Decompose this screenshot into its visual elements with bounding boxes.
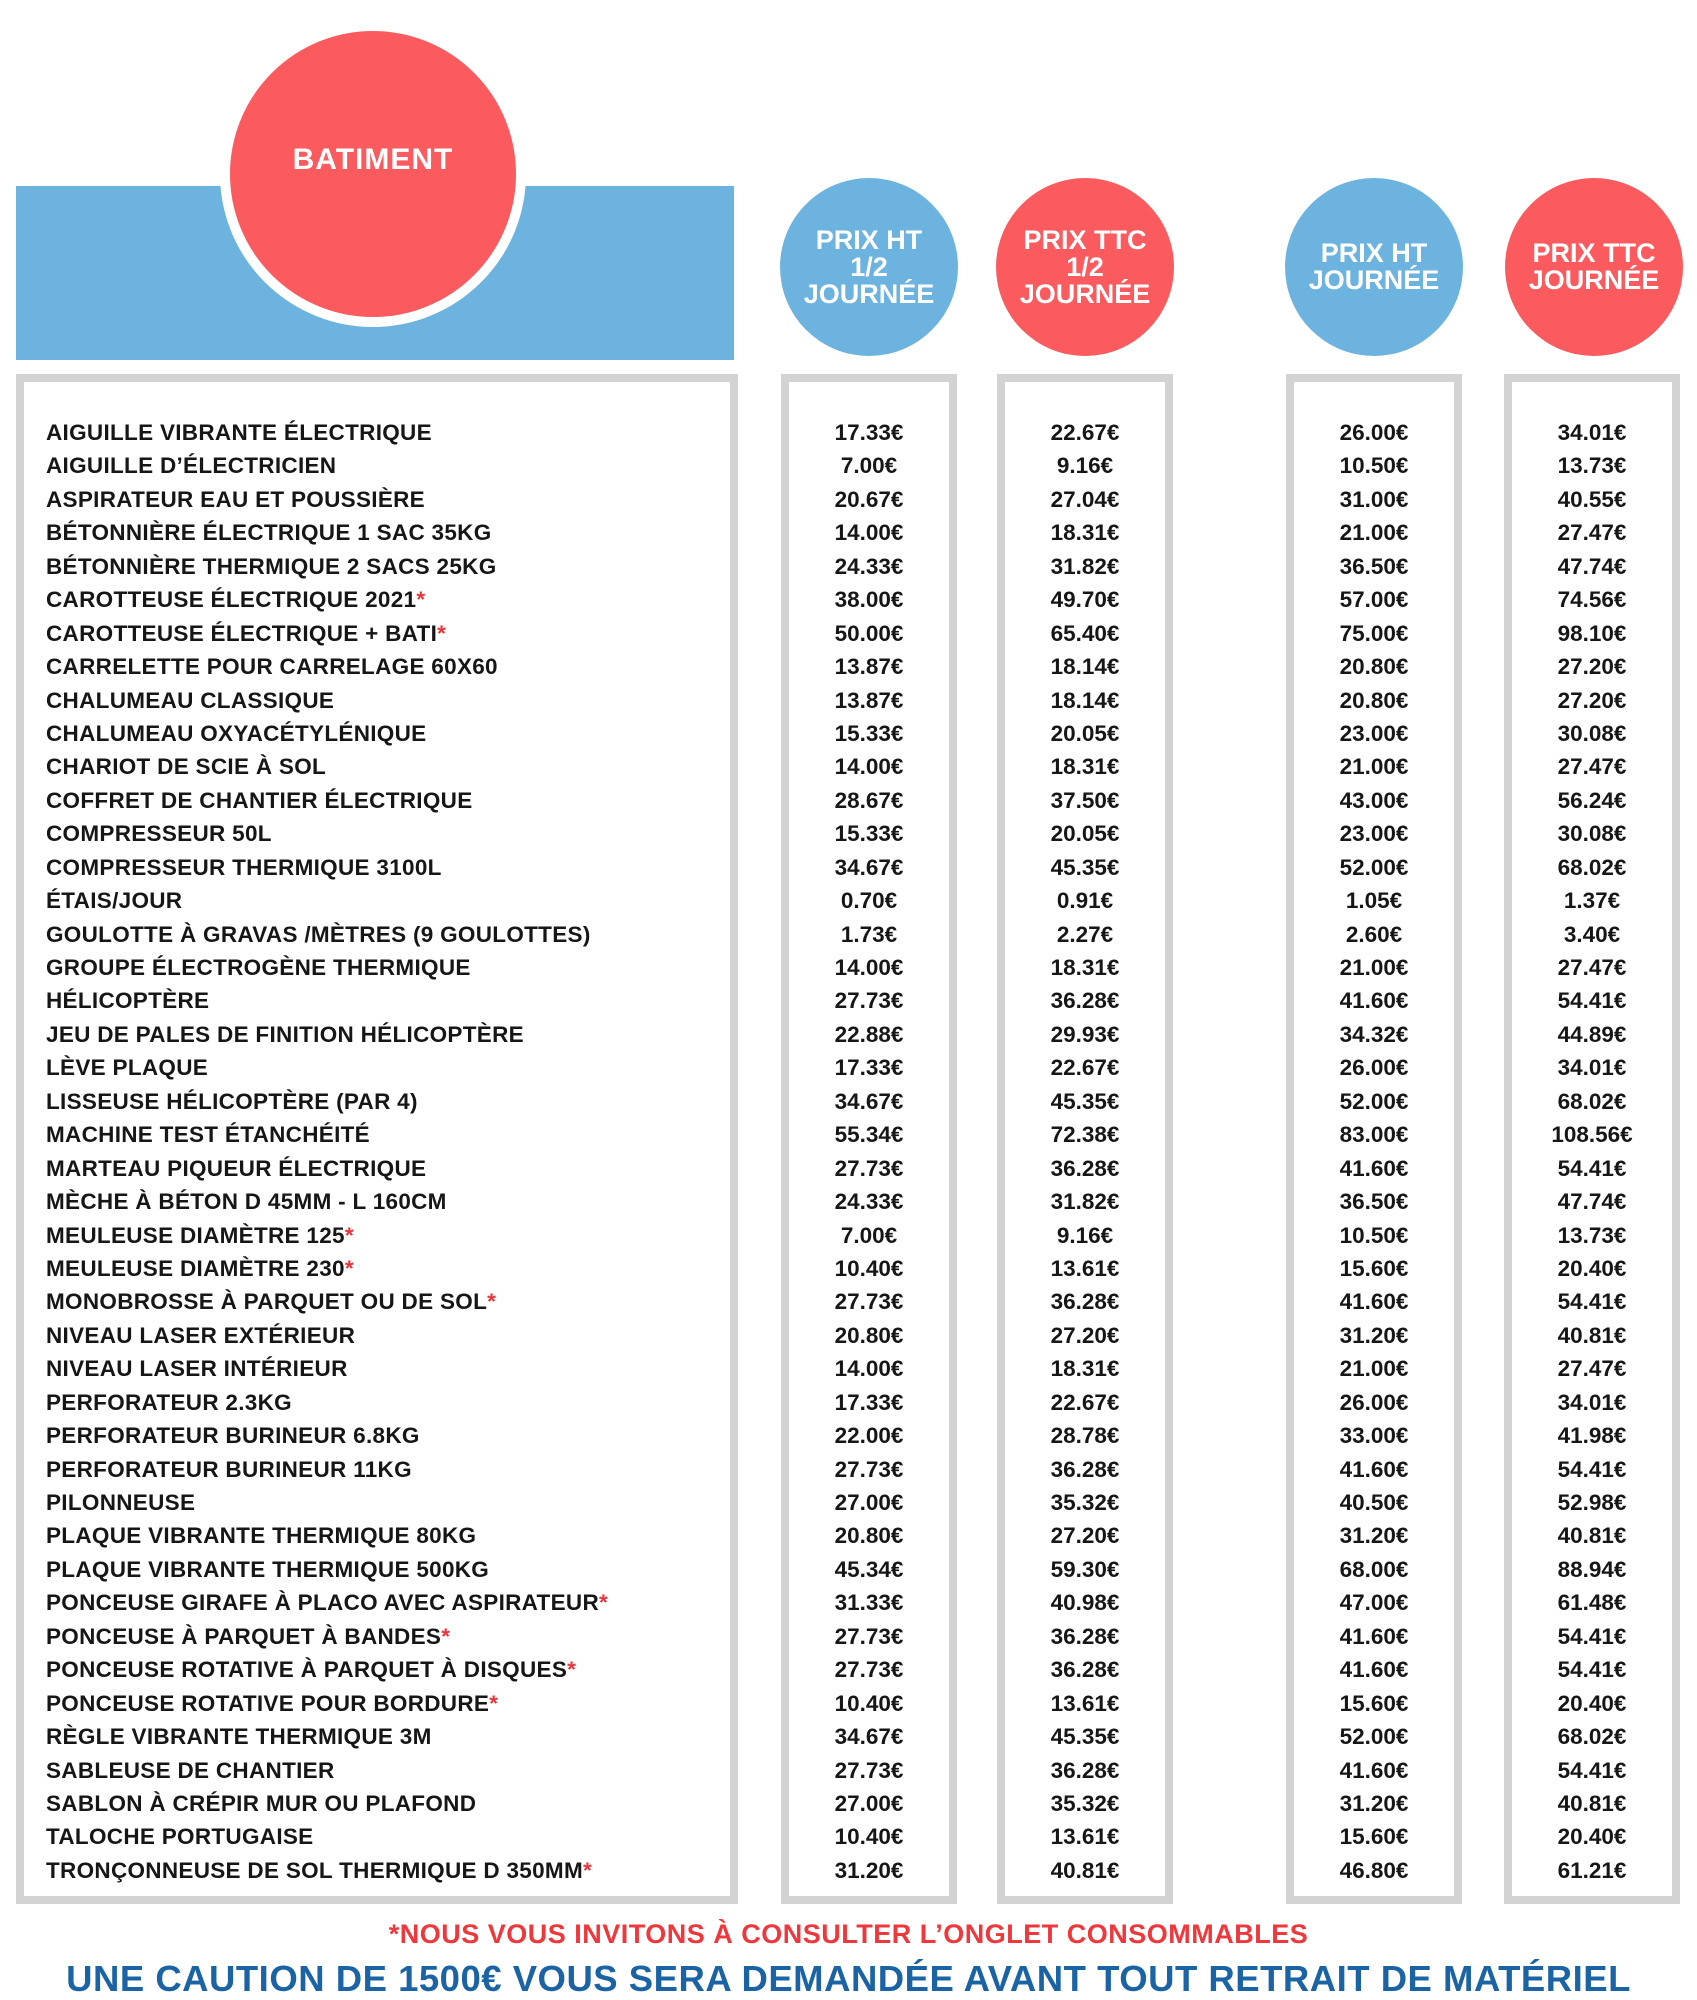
price-cell: 41.60€ [1339,1757,1409,1783]
price-cell: 28.78€ [1050,1423,1120,1449]
price-cell: 40.50€ [1339,1490,1409,1515]
price-cell: 34.67€ [834,1724,904,1750]
price-cell: 38.00€ [834,587,904,613]
equipment-name: MEULEUSE DIAMÈTRE 125 [46,1222,345,1248]
equipment-name: PONCEUSE À PARQUET À BANDES [46,1623,442,1649]
price-cell: 31.82€ [1050,1189,1120,1215]
price-cell: 14.00€ [834,754,904,780]
price-cell: 31.20€ [834,1857,904,1883]
equipment-name: COMPRESSEUR THERMIQUE 3100L [46,854,442,880]
price-cell: 26.00€ [1339,1055,1409,1081]
equipment-row [24,784,730,817]
equipment-row [24,1419,730,1452]
price-cell: 18.31€ [1050,520,1120,546]
price-cell: 31.33€ [834,1590,904,1616]
price-cell: 57.00€ [1339,587,1409,613]
equipment-row [24,516,730,549]
price-cell: 27.73€ [834,1623,904,1649]
price-cell: 40.81€ [1557,1322,1627,1348]
equipment-row [24,1820,730,1853]
price-cell: 41.60€ [1339,1623,1409,1649]
price-list [789,416,949,1887]
price-cell: 56.24€ [1557,787,1627,813]
price-cell: 41.60€ [1339,1289,1409,1315]
equipment-row [24,617,730,650]
price-cell: 10.50€ [1339,1222,1409,1248]
equipment-row [24,449,730,482]
equipment-name: MEULEUSE DIAMÈTRE 230 [46,1255,345,1281]
price-column-ttc-demi-journee [997,374,1173,1904]
equipment-row [24,1386,730,1419]
price-cell: 68.02€ [1557,1088,1627,1114]
price-cell: 23.00€ [1339,720,1409,746]
equipment-row [24,1486,730,1519]
price-cell: 34.01€ [1557,1389,1627,1415]
price-cell: 72.38€ [1050,1122,1120,1148]
price-cell: 45.34€ [834,1556,904,1582]
header-prix-ht-demi-journee [780,178,958,356]
price-cell: 20.05€ [1050,821,1120,847]
equipment-name: JEU DE PALES DE FINITION HÉLICOPTÈRE [46,1021,524,1047]
price-cell: 55.34€ [834,1122,904,1148]
price-cell: 26.00€ [1339,420,1409,445]
price-cell: 13.73€ [1557,1222,1627,1248]
equipment-row [24,650,730,683]
equipment-row [24,684,730,717]
consumables-asterisk: * [416,587,426,613]
price-cell: 54.41€ [1557,1623,1627,1649]
equipment-row [24,1687,730,1720]
consumables-asterisk: * [567,1657,577,1683]
price-cell: 49.70€ [1050,587,1120,613]
price-cell: 7.00€ [840,1222,898,1248]
price-cell: 9.16€ [1056,1222,1114,1248]
price-cell: 9.16€ [1056,453,1114,479]
equipment-name: CAROTTEUSE ÉLECTRIQUE 2021 [46,587,417,613]
price-cell: 61.48€ [1557,1590,1627,1616]
price-cell: 45.35€ [1050,1088,1120,1114]
price-cell: 18.31€ [1050,955,1120,980]
equipment-name: CHARIOT DE SCIE À SOL [46,754,327,780]
price-cell: 2.60€ [1345,921,1403,947]
equipment-name: MONOBROSSE À PARQUET OU DE SOL [46,1289,488,1315]
equipment-name: PONCEUSE ROTATIVE À PARQUET À DISQUES [46,1657,568,1683]
price-cell: 33.00€ [1339,1423,1409,1449]
price-cell: 65.40€ [1050,620,1120,646]
price-cell: 35.32€ [1050,1790,1120,1816]
price-cell: 36.50€ [1339,553,1409,579]
equipment-name: GROUPE ÉLECTROGÈNE THERMIQUE [46,955,471,980]
equipment-name: NIVEAU LASER INTÉRIEUR [46,1356,348,1382]
category-badge [220,21,526,327]
consumables-footnote: *NOUS VOUS INVITONS À CONSULTER L’ONGLET CONSOMMABLES [388,1919,1309,1949]
price-cell: 2.27€ [1056,921,1114,947]
equipment-row [24,951,730,984]
price-cell: 13.61€ [1050,1690,1120,1716]
equipment-name: PLAQUE VIBRANTE THERMIQUE 80KG [46,1523,477,1549]
price-cell: 36.28€ [1050,1623,1120,1649]
price-cell: 20.80€ [834,1322,904,1348]
equipment-row [24,1285,730,1318]
price-cell: 46.80€ [1339,1857,1409,1883]
price-list [1294,416,1454,1887]
equipment-row [24,918,730,951]
price-cell: 7.00€ [840,453,898,479]
equipment-name: TALOCHE PORTUGAISE [46,1824,314,1850]
price-cell: 10.40€ [834,1255,904,1281]
price-cell: 27.47€ [1557,520,1627,546]
price-cell: 34.67€ [834,854,904,880]
price-cell: 22.67€ [1050,1055,1120,1081]
consumables-asterisk: * [344,1222,354,1248]
header-prix-ttc-journee [1505,178,1683,356]
equipment-name: AIGUILLE VIBRANTE ÉLECTRIQUE [46,420,432,445]
price-cell: 45.35€ [1050,854,1120,880]
consumables-asterisk: * [437,620,447,646]
equipment-name: PERFORATEUR BURINEUR 11KG [46,1456,412,1482]
equipment-row [24,1519,730,1552]
price-cell: 14.00€ [834,520,904,546]
price-cell: 20.80€ [834,1523,904,1549]
price-cell: 52.98€ [1557,1490,1627,1515]
price-cell: 30.08€ [1557,821,1627,847]
price-cell: 34.67€ [834,1088,904,1114]
price-cell: 41.98€ [1557,1423,1627,1449]
equipment-name: BÉTONNIÈRE THERMIQUE 2 SACS 25KG [46,553,497,579]
equipment-row [24,1152,730,1185]
price-column-ht-journee [1286,374,1462,1904]
price-cell: 37.50€ [1050,787,1120,813]
price-cell: 34.32€ [1339,1021,1409,1047]
price-cell: 36.28€ [1050,1289,1120,1315]
price-cell: 1.73€ [840,921,898,947]
price-cell: 10.50€ [1339,453,1409,479]
equipment-name: LISSEUSE HÉLICOPTÈRE (PAR 4) [46,1088,418,1114]
price-cell: 14.00€ [834,955,904,980]
price-cell: 108.56€ [1551,1122,1633,1148]
equipment-row [24,1051,730,1084]
price-cell: 54.41€ [1557,1155,1627,1181]
equipment-name: SABLEUSE DE CHANTIER [46,1757,335,1783]
header-label: PRIX HT JOURNÉE [1308,238,1440,295]
price-cell: 41.60€ [1339,1155,1409,1181]
price-cell: 41.60€ [1339,1657,1409,1683]
equipment-row [24,984,730,1017]
equipment-name: PONCEUSE GIRAFE À PLACO AVEC ASPIRATEUR [46,1590,599,1616]
price-cell: 18.31€ [1050,754,1120,780]
price-cell: 50.00€ [834,620,904,646]
equipment-row [24,583,730,616]
equipment-name: CHALUMEAU CLASSIQUE [46,687,335,713]
price-cell: 15.60€ [1339,1255,1409,1281]
price-cell: 3.40€ [1563,921,1621,947]
price-cell: 27.73€ [834,1657,904,1683]
price-cell: 20.40€ [1557,1690,1627,1716]
price-cell: 52.00€ [1339,1724,1409,1750]
price-cell: 59.30€ [1050,1556,1120,1582]
equipment-row [24,1352,730,1385]
price-cell: 20.05€ [1050,720,1120,746]
equipment-name: PILONNEUSE [46,1490,196,1515]
equipment-name: CAROTTEUSE ÉLECTRIQUE + BATI [46,620,438,646]
price-cell: 13.61€ [1050,1824,1120,1850]
price-cell: 40.81€ [1557,1523,1627,1549]
price-cell: 20.40€ [1557,1255,1627,1281]
price-cell: 36.28€ [1050,1155,1120,1181]
price-cell: 15.33€ [834,821,904,847]
equipment-name: LÈVE PLAQUE [46,1055,209,1081]
price-list [1005,416,1165,1887]
price-cell: 27.73€ [834,1155,904,1181]
price-cell: 17.33€ [834,1389,904,1415]
consumables-asterisk: * [441,1623,451,1649]
price-cell: 0.91€ [1056,888,1114,914]
equipment-row [24,1252,730,1285]
equipment-name: CARRELETTE POUR CARRELAGE 60X60 [46,654,498,680]
equipment-name: TRONÇONNEUSE DE SOL THERMIQUE D 350MM [46,1857,583,1883]
price-cell: 68.00€ [1339,1556,1409,1582]
price-cell: 27.00€ [834,1490,904,1515]
price-cell: 36.28€ [1050,1657,1120,1683]
equipment-name: CHALUMEAU OXYACÉTYLÉNIQUE [46,720,427,746]
equipment-name: NIVEAU LASER EXTÉRIEUR [46,1322,356,1348]
equipment-name: PERFORATEUR 2.3KG [46,1389,292,1415]
price-cell: 52.00€ [1339,1088,1409,1114]
price-cell: 10.40€ [834,1690,904,1716]
equipment-name-column [16,374,738,1904]
equipment-name: ASPIRATEUR EAU ET POUSSIÈRE [46,486,425,512]
equipment-row [24,416,730,449]
price-cell: 31.82€ [1050,553,1120,579]
price-cell: 21.00€ [1339,1356,1409,1382]
price-cell: 22.67€ [1050,420,1120,445]
price-cell: 36.28€ [1050,988,1120,1014]
equipment-list [24,416,730,1887]
price-cell: 15.60€ [1339,1824,1409,1850]
price-cell: 54.41€ [1557,988,1627,1014]
price-cell: 75.00€ [1339,620,1409,646]
header-label: PRIX TTC JOURNÉE [1528,238,1660,295]
price-cell: 27.20€ [1557,654,1627,680]
header-label: PRIX HT 1/2 JOURNÉE [803,224,935,309]
price-cell: 43.00€ [1339,787,1409,813]
price-cell: 68.02€ [1557,854,1627,880]
price-cell: 36.28€ [1050,1757,1120,1783]
equipment-row [24,851,730,884]
price-cell: 28.67€ [834,787,904,813]
price-column-ttc-journee [1504,374,1680,1904]
equipment-row [24,1620,730,1653]
price-cell: 61.21€ [1557,1857,1627,1883]
equipment-name: GOULOTTE À GRAVAS /MÈTRES (9 GOULOTTES) [46,921,591,947]
equipment-name: MARTEAU PIQUEUR ÉLECTRIQUE [46,1155,427,1181]
price-cell: 36.28€ [1050,1456,1120,1482]
price-cell: 54.41€ [1557,1456,1627,1482]
price-cell: 13.73€ [1557,453,1627,479]
price-cell: 31.20€ [1339,1790,1409,1816]
price-cell: 27.20€ [1050,1322,1120,1348]
price-list [1512,416,1672,1887]
price-cell: 27.20€ [1050,1523,1120,1549]
price-cell: 47.00€ [1339,1590,1409,1616]
equipment-row [24,1586,730,1619]
price-cell: 10.40€ [834,1824,904,1850]
price-cell: 27.04€ [1050,486,1120,512]
price-cell: 68.02€ [1557,1724,1627,1750]
equipment-name: PLAQUE VIBRANTE THERMIQUE 500KG [46,1556,490,1582]
price-cell: 36.50€ [1339,1189,1409,1215]
price-cell: 47.74€ [1557,553,1627,579]
equipment-row [24,817,730,850]
price-cell: 22.00€ [834,1423,904,1449]
price-cell: 29.93€ [1050,1021,1120,1047]
price-cell: 83.00€ [1339,1122,1409,1148]
price-cell: 27.47€ [1557,1356,1627,1382]
price-cell: 21.00€ [1339,955,1409,980]
price-cell: 52.00€ [1339,854,1409,880]
price-cell: 21.00€ [1339,754,1409,780]
equipment-row [24,1653,730,1686]
equipment-name: MACHINE TEST ÉTANCHÉITÉ [46,1122,370,1148]
price-cell: 13.87€ [834,654,904,680]
equipment-row [24,1854,730,1887]
price-cell: 40.81€ [1557,1790,1627,1816]
price-cell: 20.80€ [1339,687,1409,713]
equipment-row [24,1787,730,1820]
price-cell: 27.20€ [1557,687,1627,713]
price-cell: 18.14€ [1050,687,1120,713]
equipment-row [24,1219,730,1252]
price-cell: 24.33€ [834,1189,904,1215]
equipment-name: COFFRET DE CHANTIER ÉLECTRIQUE [46,787,473,813]
price-cell: 41.60€ [1339,988,1409,1014]
price-cell: 34.01€ [1557,1055,1627,1081]
price-cell: 1.37€ [1563,888,1621,914]
price-cell: 27.47€ [1557,955,1627,980]
price-cell: 21.00€ [1339,520,1409,546]
price-cell: 1.05€ [1345,888,1403,914]
price-cell: 47.74€ [1557,1189,1627,1215]
price-cell: 13.61€ [1050,1255,1120,1281]
price-cell: 17.33€ [834,1055,904,1081]
price-cell: 88.94€ [1557,1556,1627,1582]
price-cell: 15.33€ [834,720,904,746]
price-cell: 27.47€ [1557,754,1627,780]
price-cell: 54.41€ [1557,1657,1627,1683]
price-cell: 20.40€ [1557,1824,1627,1850]
equipment-row [24,1720,730,1753]
category-title: BATIMENT [292,143,454,176]
price-cell: 35.32€ [1050,1490,1120,1515]
header-prix-ht-journee [1285,178,1463,356]
equipment-name: RÈGLE VIBRANTE THERMIQUE 3M [46,1724,432,1750]
equipment-name: COMPRESSEUR 50L [46,821,272,847]
price-cell: 20.80€ [1339,654,1409,680]
price-cell: 27.73€ [834,1456,904,1482]
price-cell: 31.20€ [1339,1523,1409,1549]
equipment-row [24,717,730,750]
deposit-notice: UNE CAUTION DE 1500€ VOUS SERA DEMANDÉE AVANT TOUT RETRAIT DE MATÉRIEL [66,1958,1631,1999]
price-cell: 27.00€ [834,1790,904,1816]
equipment-row [24,1754,730,1787]
equipment-row [24,884,730,917]
equipment-name: SABLON À CRÉPIR MUR OU PLAFOND [46,1790,477,1816]
price-cell: 44.89€ [1557,1021,1627,1047]
equipment-row [24,1185,730,1218]
price-cell: 22.88€ [834,1021,904,1047]
header-prix-ttc-demi-journee [996,178,1174,356]
consumables-asterisk: * [583,1857,593,1883]
price-cell: 54.41€ [1557,1289,1627,1315]
equipment-row [24,1085,730,1118]
price-cell: 20.67€ [834,486,904,512]
price-cell: 26.00€ [1339,1389,1409,1415]
price-cell: 40.55€ [1557,486,1627,512]
equipment-row [24,1319,730,1352]
price-cell: 41.60€ [1339,1456,1409,1482]
consumables-asterisk: * [344,1255,354,1281]
price-cell: 23.00€ [1339,821,1409,847]
price-cell: 98.10€ [1557,620,1627,646]
equipment-name: AIGUILLE D’ÉLECTRICIEN [46,453,337,479]
price-column-ht-demi-journee [781,374,957,1904]
equipment-row [24,550,730,583]
price-cell: 40.98€ [1050,1590,1120,1616]
price-cell: 24.33€ [834,553,904,579]
price-cell: 45.35€ [1050,1724,1120,1750]
price-cell: 17.33€ [834,420,904,445]
equipment-name: BÉTONNIÈRE ÉLECTRIQUE 1 SAC 35KG [46,520,492,546]
equipment-name: PERFORATEUR BURINEUR 6.8KG [46,1423,420,1449]
equipment-row [24,1453,730,1486]
price-cell: 18.31€ [1050,1356,1120,1382]
price-cell: 0.70€ [840,888,898,914]
price-cell: 34.01€ [1557,420,1627,445]
consumables-asterisk: * [489,1690,499,1716]
equipment-row [24,1553,730,1586]
price-cell: 74.56€ [1557,587,1627,613]
price-cell: 18.14€ [1050,654,1120,680]
equipment-row [24,750,730,783]
consumables-asterisk: * [487,1289,497,1315]
price-cell: 27.73€ [834,988,904,1014]
price-cell: 22.67€ [1050,1389,1120,1415]
price-cell: 31.20€ [1339,1322,1409,1348]
equipment-row [24,483,730,516]
equipment-row [24,1118,730,1151]
equipment-row [24,1018,730,1051]
equipment-name: MÈCHE À BÉTON D 45MM - L 160CM [46,1189,447,1215]
header-label: PRIX TTC 1/2 JOURNÉE [1019,224,1151,309]
equipment-name: PONCEUSE ROTATIVE POUR BORDURE [46,1690,490,1716]
equipment-name: ÉTAIS/JOUR [46,888,183,914]
equipment-name: HÉLICOPTÈRE [46,988,210,1014]
price-cell: 13.87€ [834,687,904,713]
price-cell: 31.00€ [1339,486,1409,512]
price-cell: 54.41€ [1557,1757,1627,1783]
consumables-asterisk: * [599,1590,609,1616]
price-cell: 30.08€ [1557,720,1627,746]
price-cell: 27.73€ [834,1289,904,1315]
price-cell: 27.73€ [834,1757,904,1783]
price-cell: 40.81€ [1050,1857,1120,1883]
price-cell: 15.60€ [1339,1690,1409,1716]
price-cell: 14.00€ [834,1356,904,1382]
